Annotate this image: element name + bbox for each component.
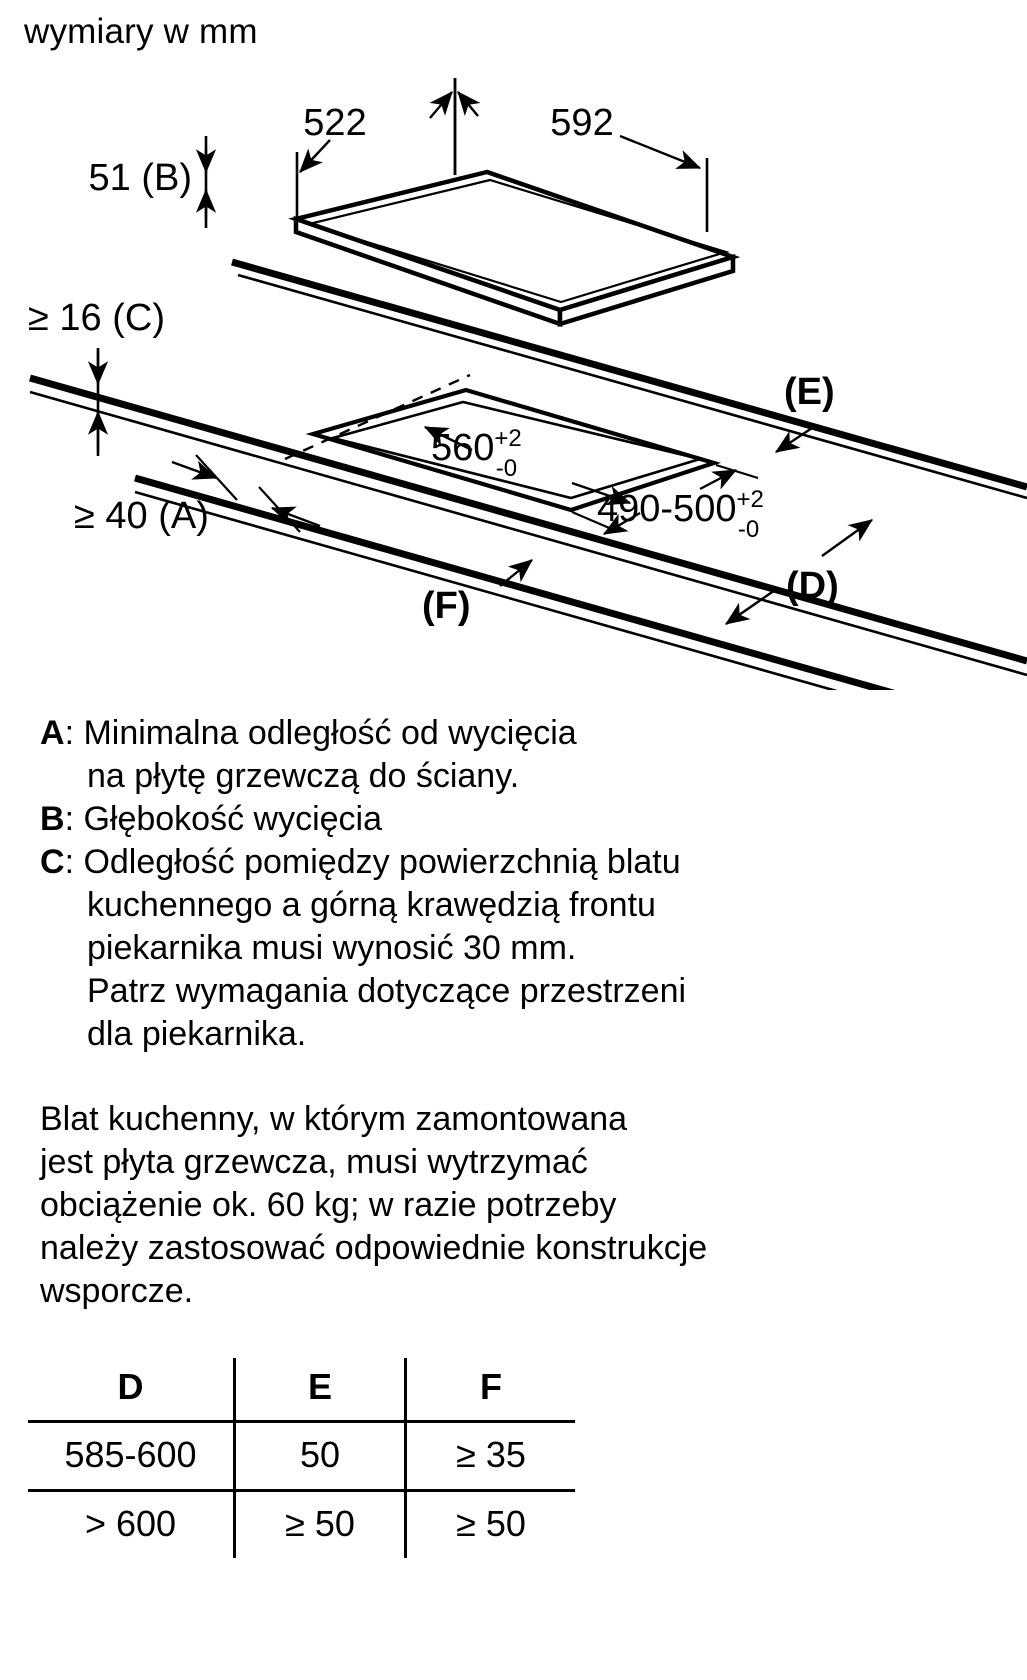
page-title: wymiary w mm bbox=[24, 12, 258, 51]
table-row bbox=[28, 1491, 575, 1559]
installation-diagram bbox=[0, 0, 1027, 690]
callout-f-leader bbox=[500, 560, 532, 586]
dim-label-560: $560^{+2}$ -0 bbox=[431, 425, 522, 482]
table-header-d: D bbox=[28, 1358, 235, 1422]
table-cell-f-2: ≥ 50 bbox=[406, 1491, 576, 1559]
table-header-e: E bbox=[235, 1358, 406, 1422]
dim-label-51b: 51 (B) bbox=[88, 157, 192, 199]
table-cell-d-1: 585-600 bbox=[28, 1422, 235, 1491]
callout-d: (D) bbox=[786, 565, 839, 607]
load-capacity-note bbox=[40, 1098, 1000, 1313]
legend-text-c-4: dla piekarnika. bbox=[87, 1015, 307, 1053]
para-line-2: obciążenie ok. 60 kg; w razie potrzeby bbox=[40, 1186, 617, 1224]
legend-list bbox=[40, 712, 990, 1056]
dim-label-592: 592 bbox=[550, 102, 614, 144]
callout-f: (F) bbox=[422, 585, 471, 627]
para-line-3: należy zastosować odpowiednie konstrukcje bbox=[40, 1229, 708, 1267]
dim-label-16c: ≥ 16 (C) bbox=[28, 297, 165, 339]
para-line-1: jest płyta grzewcza, musi wytrzymać bbox=[40, 1143, 588, 1181]
table-row bbox=[28, 1422, 575, 1491]
legend-text-c-2: piekarnika musi wynosić 30 mm. bbox=[87, 929, 577, 967]
legend-text-a-0: : Minimalna odległość od wycięcia bbox=[64, 714, 577, 752]
legend-key-a: A bbox=[40, 714, 65, 752]
table-cell-d-2: > 600 bbox=[84, 1503, 177, 1544]
legend-item-c bbox=[40, 841, 990, 884]
dimension-table bbox=[28, 1358, 575, 1558]
legend-item-a bbox=[40, 712, 990, 755]
dim-label-40a: ≥ 40 (A) bbox=[74, 495, 209, 537]
legend-text-a-1: na płytę grzewczą do ściany. bbox=[87, 757, 520, 795]
table-header-row bbox=[28, 1358, 575, 1422]
table-cell-f-1: ≥ 35 bbox=[406, 1422, 576, 1491]
legend-key-c: C bbox=[40, 843, 65, 881]
legend-text-c-1: kuchennego a górną krawędzią frontu bbox=[87, 886, 656, 924]
table-header-f: F bbox=[406, 1358, 576, 1422]
legend-text-b-0: : Głębokość wycięcia bbox=[64, 800, 383, 838]
callout-e: (E) bbox=[784, 371, 835, 413]
legend-item-b bbox=[40, 798, 990, 841]
legend-text-c-3: Patrz wymagania dotyczące przestrzeni bbox=[87, 972, 687, 1010]
table-cell-e-2: ≥ 50 bbox=[235, 1491, 406, 1559]
table-cell-e-1: 50 bbox=[235, 1422, 406, 1491]
dim-label-522: 522 bbox=[303, 102, 367, 144]
legend-key-b: B bbox=[40, 800, 65, 838]
legend-text-c-0: : Odległość pomiędzy powierzchnią blatu bbox=[64, 843, 681, 881]
para-line-0: Blat kuchenny, w którym zamontowana bbox=[40, 1100, 628, 1138]
dim-label-490-500: $490-500^{+2}$ -0 bbox=[597, 486, 764, 543]
para-line-4: wsporcze. bbox=[40, 1272, 194, 1310]
